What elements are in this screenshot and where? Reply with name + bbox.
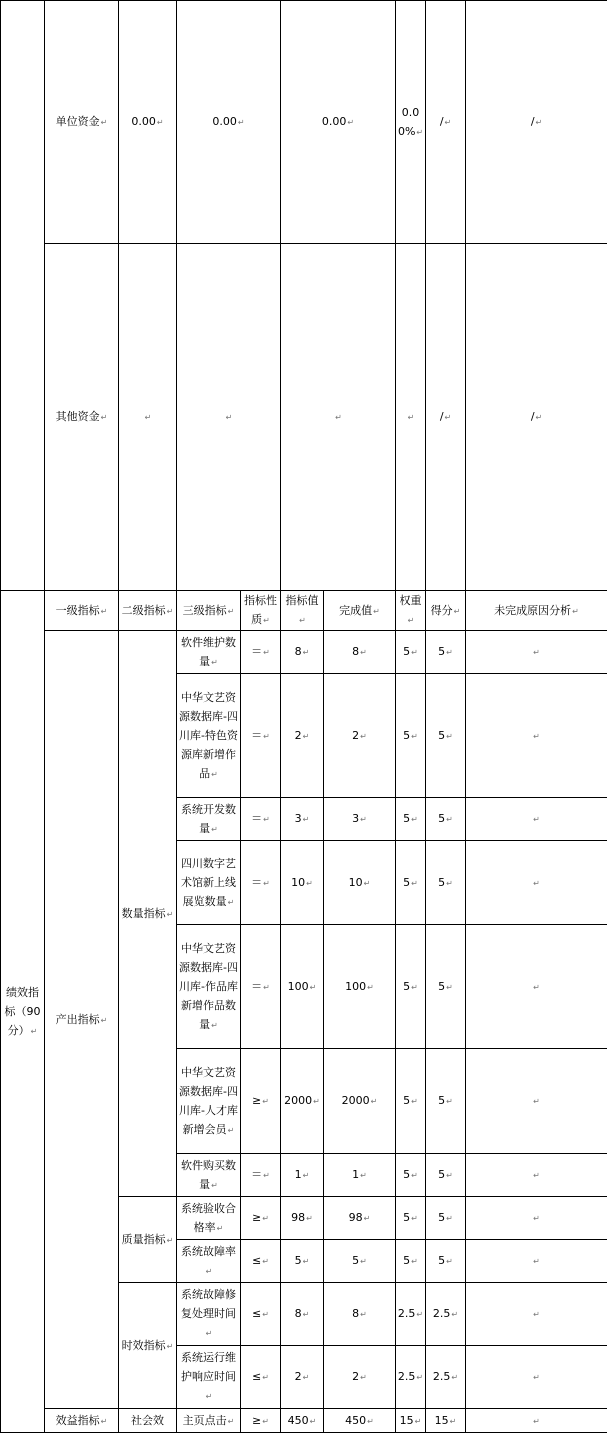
funds-blank-cell [1,1,45,591]
indicator-weight: 5 ↵ [396,925,426,1049]
indicator-score: 5 ↵ [426,925,466,1049]
indicator-reason: ↵ [466,798,607,841]
indicator-score: 5 ↵ [426,674,466,798]
funds-value: / ↵ [466,244,607,591]
funds-value [281,244,396,591]
indicator-score: 5 ↵ [426,1240,466,1283]
indicator-target: 1 ↵ [281,1154,324,1197]
funds-value [396,244,426,591]
indicator-score: 15 ↵ [426,1409,466,1433]
indicator-weight: 2.5 ↵ [396,1346,426,1409]
indicator-op: ＝ ↵ [241,925,281,1049]
indicator-name: 系统故障修复处理时间 ↵ [177,1283,241,1346]
indicator-score: 5 ↵ [426,841,466,925]
funds-value: / ↵ [466,1,607,244]
indicator-reason: ↵ [466,1240,607,1283]
header-target: 指标值 ↵ [281,591,324,631]
indicator-target: 3 ↵ [281,798,324,841]
indicator-weight: 5 ↵ [396,841,426,925]
indicator-op: ＝ ↵ [241,631,281,674]
indicator-op: ＝ ↵ [241,841,281,925]
indicator-target: 5 ↵ [281,1240,324,1283]
indicator-op: ＝ ↵ [241,674,281,798]
indicator-reason: ↵ [466,925,607,1049]
funds-label: 其他资金 ↵ [45,244,119,591]
header-nature: 指标性质 ↵ [241,591,281,631]
group-quality: 质量指标 ↵ [119,1197,177,1283]
indicator-actual: 1 ↵ [324,1154,396,1197]
indicator-reason: ↵ [466,1346,607,1409]
indicator-name: 主页点击 ↵ [177,1409,241,1433]
indicator-target: 2000 ↵ [281,1049,324,1154]
indicator-name: 中华文艺资源数据库-四川库-特色资源库新增作品 ↵ [177,674,241,798]
indicator-score: 5 ↵ [426,1154,466,1197]
indicator-reason: ↵ [466,1197,607,1240]
header-level2: 二级指标 ↵ [119,591,177,631]
indicator-name: 系统运行维护响应时间 ↵ [177,1346,241,1409]
indicator-actual: 3 ↵ [324,798,396,841]
indicator-name: 软件购买数量 ↵ [177,1154,241,1197]
header-score: 得分 ↵ [426,591,466,631]
indicator-op: ≤ ↵ [241,1346,281,1409]
level1-output: 产出指标 ↵ [45,631,119,1409]
indicator-name: 系统故障率 ↵ [177,1240,241,1283]
indicator-actual: 5 ↵ [324,1240,396,1283]
indicator-header-row [1,591,607,631]
indicator-actual: 2 ↵ [324,1346,396,1409]
indicator-actual: 100 ↵ [324,925,396,1049]
table-row [1,631,607,674]
indicator-actual: 2000 ↵ [324,1049,396,1154]
header-level3: 三级指标 ↵ [177,591,241,631]
indicator-actual: 450 ↵ [324,1409,396,1433]
indicator-weight: 5 ↵ [396,1049,426,1154]
indicator-score: 5 ↵ [426,1049,466,1154]
indicator-name: 软件维护数量 ↵ [177,631,241,674]
header-weight: 权重 ↵ [396,591,426,631]
group-quantity: 数量指标 ↵ [119,631,177,1197]
indicator-weight: 15 ↵ [396,1409,426,1433]
indicator-score: 2.5 ↵ [426,1346,466,1409]
indicator-op: ≥ ↵ [241,1409,281,1433]
indicator-name: 系统开发数量 ↵ [177,798,241,841]
indicator-score: 5 ↵ [426,1197,466,1240]
indicator-score: 5 ↵ [426,631,466,674]
indicator-reason: ↵ [466,1049,607,1154]
header-level1: 一级指标 ↵ [45,591,119,631]
indicator-weight: 5 ↵ [396,798,426,841]
indicator-op: ＝ ↵ [241,1154,281,1197]
indicator-score: 2.5 ↵ [426,1283,466,1346]
group-timeliness: 时效指标 ↵ [119,1283,177,1409]
section-label: 绩效指标（90分） ↵ [1,591,45,1433]
indicator-target: 2 ↵ [281,1346,324,1409]
indicator-target: 10 ↵ [281,841,324,925]
funds-value: 0.00% ↵ [396,1,426,244]
funds-row-unit [1,1,607,244]
indicator-weight: 5 ↵ [396,674,426,798]
indicator-target: 8 ↵ [281,631,324,674]
indicator-score: 5 ↵ [426,798,466,841]
funds-value: / ↵ [426,244,466,591]
funds-value [177,244,281,591]
indicator-target: 2 ↵ [281,674,324,798]
funds-value [119,244,177,591]
indicator-reason: ↵ [466,1409,607,1433]
funds-label: 单位资金 ↵ [45,1,119,244]
indicator-target: 450 ↵ [281,1409,324,1433]
indicator-name: 系统验收合格率 ↵ [177,1197,241,1240]
indicator-weight: 5 ↵ [396,1154,426,1197]
indicator-op: ＝ ↵ [241,798,281,841]
indicator-actual: 8 ↵ [324,631,396,674]
indicator-target: 8 ↵ [281,1283,324,1346]
indicator-op: ≥ ↵ [241,1197,281,1240]
indicator-target: 100 ↵ [281,925,324,1049]
indicator-actual: 2 ↵ [324,674,396,798]
indicator-op: ≥ ↵ [241,1049,281,1154]
group-social: 社会效 [119,1409,177,1433]
indicator-target: 98 ↵ [281,1197,324,1240]
funds-value: 0.00 ↵ [281,1,396,244]
indicator-op: ≤ ↵ [241,1283,281,1346]
indicator-weight: 5 ↵ [396,1240,426,1283]
indicator-reason: ↵ [466,841,607,925]
funds-value: / ↵ [426,1,466,244]
indicator-weight: 2.5 ↵ [396,1283,426,1346]
indicator-name: 中华文艺资源数据库-四川库-人才库新增会员 ↵ [177,1049,241,1154]
header-actual: 完成值 ↵ [324,591,396,631]
funds-value: 0.00 ↵ [177,1,281,244]
indicator-weight: 5 ↵ [396,1197,426,1240]
indicator-actual: 98 ↵ [324,1197,396,1240]
level1-benefit: 效益指标 ↵ [45,1409,119,1433]
table-row [1,1409,607,1433]
indicator-actual: 8 ↵ [324,1283,396,1346]
indicator-name: 四川数字艺术馆新上线展览数量 ↵ [177,841,241,925]
header-reason: 未完成原因分析 ↵ [466,591,607,631]
indicator-reason: ↵ [466,1283,607,1346]
indicator-actual: 10 ↵ [324,841,396,925]
indicator-reason: ↵ [466,631,607,674]
funds-value: 0.00 ↵ [119,1,177,244]
funds-row-other [1,244,607,591]
indicator-reason: ↵ [466,674,607,798]
indicator-reason: ↵ [466,1154,607,1197]
indicator-name: 中华文艺资源数据库-四川库-作品库新增作品数量 ↵ [177,925,241,1049]
indicator-weight: 5 ↵ [396,631,426,674]
indicator-op: ≤ ↵ [241,1240,281,1283]
